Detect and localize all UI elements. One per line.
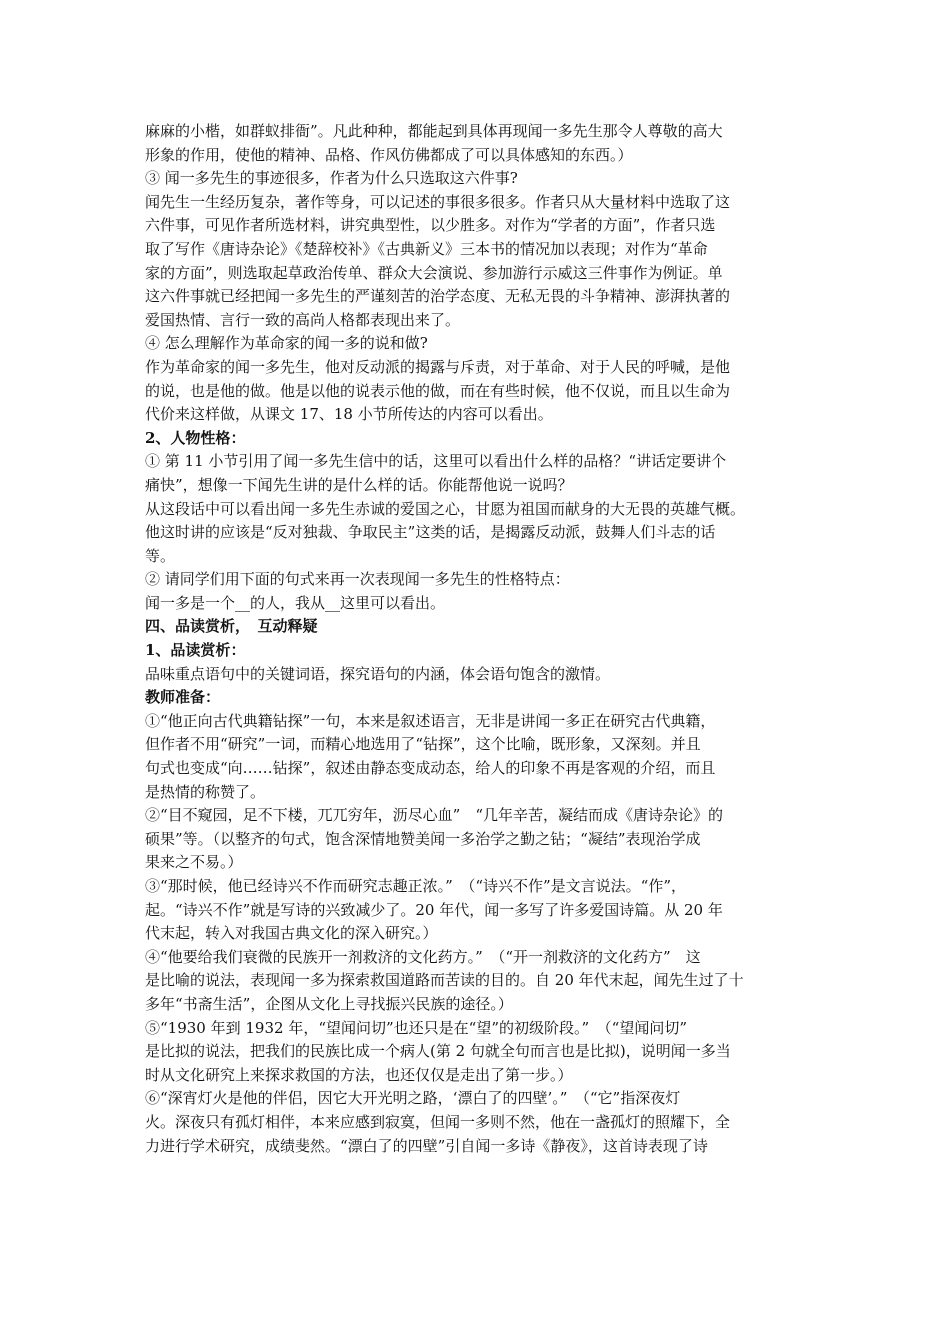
text-line: ⑥“深宵灯火是他的伴侣，因它大开光明之路，‘漂白了的四壁’。” （“它”指深夜灯 — [145, 1089, 681, 1108]
text-line: 他这时讲的应该是“反对独裁、争取民主”这类的话，是揭露反动派，鼓舞人们斗志的话 — [145, 523, 716, 542]
text-line: 取了写作《唐诗杂论》《楚辞校补》《古典新义》三本书的情况加以表现；对作为“革命 — [145, 239, 708, 258]
text-line: 起。“诗兴不作”就是写诗的兴致减少了。20 年代，闻一多写了许多爱国诗篇。从 20 年 — [145, 900, 723, 919]
text-line: ③“那时候，他已经诗兴不作而研究志趣正浓。” （“诗兴不作”是文言说法。“作”， — [145, 877, 687, 895]
text-line: 等。 — [145, 546, 176, 565]
text-line: 力进行学术研究，成绩斐然。“漂白了的四壁”引自闻一多诗《静夜》，这首诗表现了诗 — [145, 1136, 708, 1155]
text-line: 句式也变成“向……钻探”，叙述由静态变成动态，给人的印象不再是客观的介绍，而且 — [145, 759, 716, 778]
text-line: ④ 怎么理解作为革命家的闻一多的说和做? — [145, 334, 428, 353]
text-line: 痛快”，想像一下闻先生讲的是什么样的话。你能帮他说一说吗？ — [145, 475, 573, 494]
text-line: 作为革命家的闻一多先生，他对反动派的揭露与斥责，对于革命、对于人民的呼喊，是他 — [145, 357, 731, 376]
text-line: 时从文化研究上来探求救国的方法，也还仅仅是走出了第一步。） — [145, 1065, 573, 1084]
section-heading: 2、人物性格： — [145, 428, 246, 447]
text-line: 火。深夜只有孤灯相伴，本来应感到寂寞，但闻一多则不然，他在一盏孤灯的照耀下，全 — [145, 1112, 731, 1131]
text-line: ① 第 11 小节引用了闻一多先生信中的话，这里可以看出什么样的品格？“讲话定要讲个 — [145, 452, 727, 471]
text-line: 代价来这样做，从课文 17、18 小节所传达的内容可以看出。 — [145, 405, 553, 424]
section-heading: 四、品读赏析， 互动释疑 — [145, 617, 318, 636]
text-line: ⑤“1930 年到 1932 年，“望闻问切”也还只是在“望”的初级阶段。” （“望闻问切” — [145, 1018, 688, 1037]
section-heading: 1、品读赏析： — [145, 641, 246, 660]
section-heading: 教师准备： — [145, 688, 221, 707]
text-line: ③ 闻一多先生的事迹很多，作者为什么只选取这六件事? — [145, 169, 518, 188]
text-line: 品味重点语句中的关键词语，探究语句的内涵，体会语句饱含的激情。 — [145, 664, 611, 683]
text-line: 闻一多是一个__的人，我从__这里可以看出。 — [145, 593, 446, 612]
text-line: 果来之不易。） — [145, 853, 243, 872]
text-line: ②“目不窥园，足不下楼，兀兀穷年，沥尽心血” “几年辛苦，凝结而成《唐诗杂论》的 — [145, 806, 724, 825]
text-line: 闻先生一生经历复杂，著作等身，可以记述的事很多很多。作者只从大量材料中选取了这 — [145, 192, 731, 211]
text-line: 是热情的称赞了。 — [145, 782, 266, 801]
text-line: 是比拟的说法，把我们的民族比成一个病人(第 2 句就全句而言也是比拟)，说明闻一多当 — [145, 1042, 731, 1061]
text-line: 这六件事就已经把闻一多先生的严谨刻苦的治学态度、无私无畏的斗争精神、澎湃执著的 — [145, 287, 731, 306]
text-line: 形象的作用，使他的精神、品格、作风仿佛都成了可以具体感知的东西。） — [145, 145, 633, 164]
text-line: 的说，也是他的做。他是以他的说表示他的做，而在有些时候，他不仅说，而且以生命为 — [145, 381, 731, 400]
text-line: 爱国热情、言行一致的高尚人格都表现出来了。 — [145, 310, 461, 329]
text-line: 家的方面”，则选取起草政治传单、群众大会演说、参加游行示威这三件事作为例证。单 — [145, 263, 723, 282]
text-line: 从这段话中可以看出闻一多先生赤诚的爱国之心，甘愿为祖国而献身的大无畏的英雄气概。 — [145, 499, 746, 518]
text-line: 硕果”等。（以整齐的句式，饱含深情地赞美闻一多治学之勤之钻；“凝结”表现治学成 — [145, 829, 701, 848]
text-line: 代末起，转入对我国古典文化的深入研究。） — [145, 924, 438, 943]
text-line: 但作者不用“研究”一词，而精心地选用了“钻探”，这个比喻，既形象，又深刻。并且 — [145, 735, 701, 754]
text-line: ①“他正向古代典籍钻探”一句，本来是叙述语言，无非是讲闻一多正在研究古代典籍， — [145, 711, 716, 730]
text-line: 是比喻的说法，表现闻一多为探索救国道路而苦读的目的。自 20 年代末起，闻先生过了十 — [145, 971, 744, 990]
text-line: ④“他要给我们衰微的民族开一剂救济的文化药方。” （“开一剂救济的文化药方” 这 — [145, 947, 701, 966]
text-line: 麻麻的小楷，如群蚁排衙”。凡此种种，都能起到具体再现闻一多先生那令人尊敬的高大 — [145, 122, 723, 140]
text-line: 多年“书斋生活”，企图从文化上寻找振兴民族的途径。） — [145, 994, 513, 1013]
text-line: 六件事，可见作者所选材料，讲究典型性，以少胜多。对作为“学者的方面”，作者只选 — [145, 216, 716, 235]
text-line: ② 请同学们用下面的句式来再一次表现闻一多先生的性格特点： — [145, 570, 570, 589]
